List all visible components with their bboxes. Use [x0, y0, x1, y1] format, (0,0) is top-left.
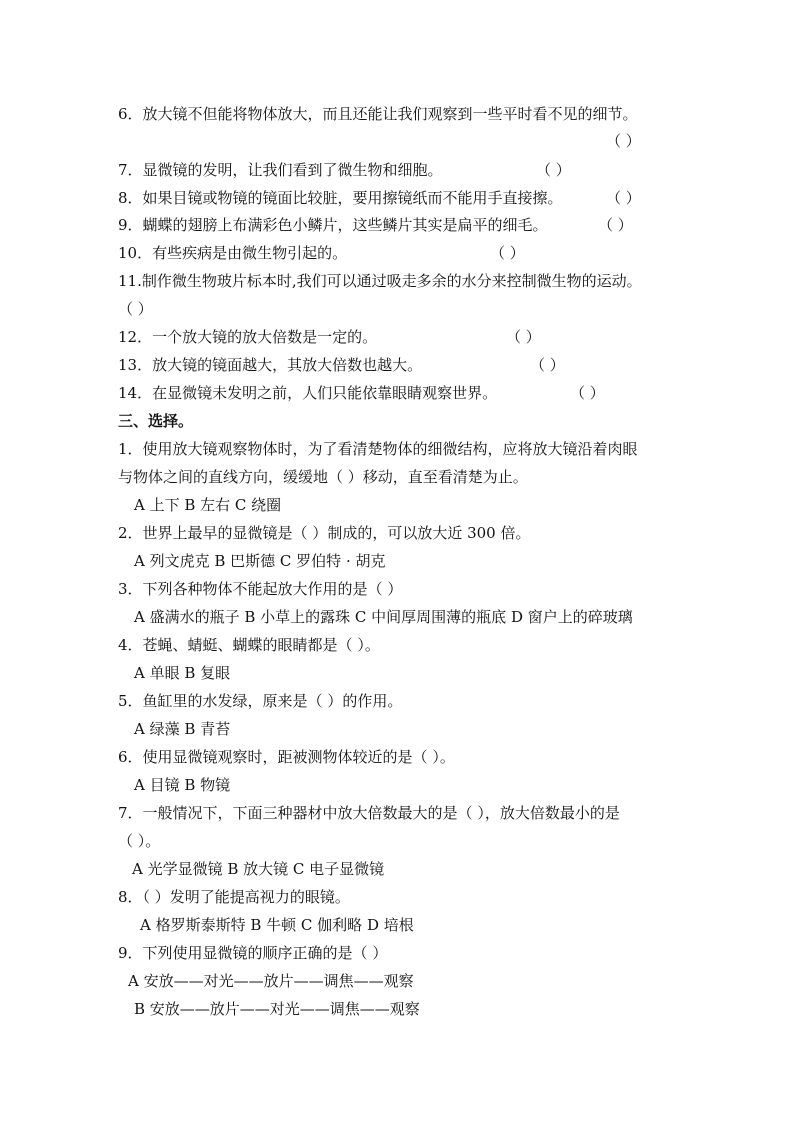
choice-q7-line2: （ ）。: [118, 832, 161, 850]
answer-blank-9[interactable]: （ ）: [598, 216, 633, 234]
answer-blank-13[interactable]: （ ）: [530, 356, 565, 374]
choice-q9-option-b: B 安放——放片——对光——调焦——观察: [134, 1000, 420, 1018]
answer-blank-7[interactable]: （ ）: [536, 161, 571, 179]
choice-q5-line1: 5．鱼缸里的水发绿，原来是（ ）的作用。: [118, 692, 403, 710]
choice-q9-line1: 9．下列使用显微镜的顺序正确的是（ ）: [118, 944, 388, 962]
judgment-item-13: 13．放大镜的镜面越大，其放大倍数也越大。: [118, 356, 423, 374]
choice-q4-line1: 4．苍蝇、蜻蜓、蝴蝶的眼睛都是（ ）。: [118, 636, 380, 654]
answer-blank-14[interactable]: （ ）: [570, 384, 605, 402]
judgment-item-10: 10．有些疾病是由微生物引起的。: [118, 244, 348, 262]
choice-q7-options: A 光学显微镜 B 放大镜 C 电子显微镜: [132, 860, 385, 878]
section-heading-choice: 三、选择。: [118, 412, 194, 430]
choice-q7-line1: 7．一般情况下，下面三种器材中放大倍数最大的是（ ），放大倍数最小的是: [118, 804, 620, 822]
answer-blank-6[interactable]: （ ）: [606, 132, 641, 150]
judgment-item-11: 11.制作微生物玻片标本时,我们可以通过吸走多余的水分来控制微生物的运动。: [118, 272, 642, 290]
choice-q1-options: A 上下 B 左右 C 绕圈: [134, 496, 282, 514]
judgment-item-7: 7．显微镜的发明，让我们看到了微生物和细胞。: [118, 161, 443, 179]
judgment-item-9: 9．蝴蝶的翅膀上布满彩色小鳞片，这些鳞片其实是扁平的细毛。: [118, 216, 548, 234]
judgment-item-6: 6．放大镜不但能将物体放大，而且还能让我们观察到一些平时看不见的细节。: [118, 105, 638, 123]
choice-q6-line1: 6．使用显微镜观察时，距被测物体较近的是（ ）。: [118, 748, 455, 766]
judgment-item-14: 14．在显微镜未发明之前，人们只能依靠眼睛观察世界。: [118, 384, 498, 402]
choice-q4-options: A 单眼 B 复眼: [134, 664, 231, 682]
choice-q2-options: A 列文虎克 B 巴斯德 C 罗伯特 · 胡克: [134, 552, 386, 570]
choice-q1-line1: 1．使用放大镜观察物体时，为了看清楚物体的细微结构，应将放大镜沿着肉眼: [118, 440, 638, 458]
choice-q3-line1: 3．下列各种物体不能起放大作用的是（ ）: [118, 580, 403, 598]
choice-q6-options: A 目镜 B 物镜: [134, 776, 231, 794]
answer-blank-10[interactable]: （ ）: [490, 244, 525, 262]
choice-q2-line1: 2．世界上最早的显微镜是（ ）制成的，可以放大近 300 倍。: [118, 524, 531, 542]
judgment-item-8: 8．如果目镜或物镜的镜面比较脏，要用擦镜纸而不能用手直接擦。: [118, 189, 563, 207]
choice-q3-options: A 盛满水的瓶子 B 小草上的露珠 C 中间厚周围薄的瓶底 D 窗户上的碎玻璃: [134, 608, 633, 626]
choice-q9-option-a: A 安放——对光——放片——调焦——观察: [128, 972, 414, 990]
answer-blank-8[interactable]: （ ）: [606, 189, 641, 207]
judgment-item-12: 12．一个放大镜的放大倍数是一定的。: [118, 328, 378, 346]
answer-blank-11[interactable]: （ ）: [118, 300, 153, 318]
choice-q8-line1: 8．（ ）发明了能提高视力的眼镜。: [118, 888, 350, 906]
choice-q8-options: A 格罗斯泰斯特 B 牛顿 C 伽利略 D 培根: [140, 916, 414, 934]
choice-q1-line2: 与物体之间的直线方向，缓缓地（ ）移动，直至看清楚为止。: [118, 468, 528, 486]
answer-blank-12[interactable]: （ ）: [506, 328, 541, 346]
choice-q5-options: A 绿藻 B 青苔: [134, 720, 231, 738]
